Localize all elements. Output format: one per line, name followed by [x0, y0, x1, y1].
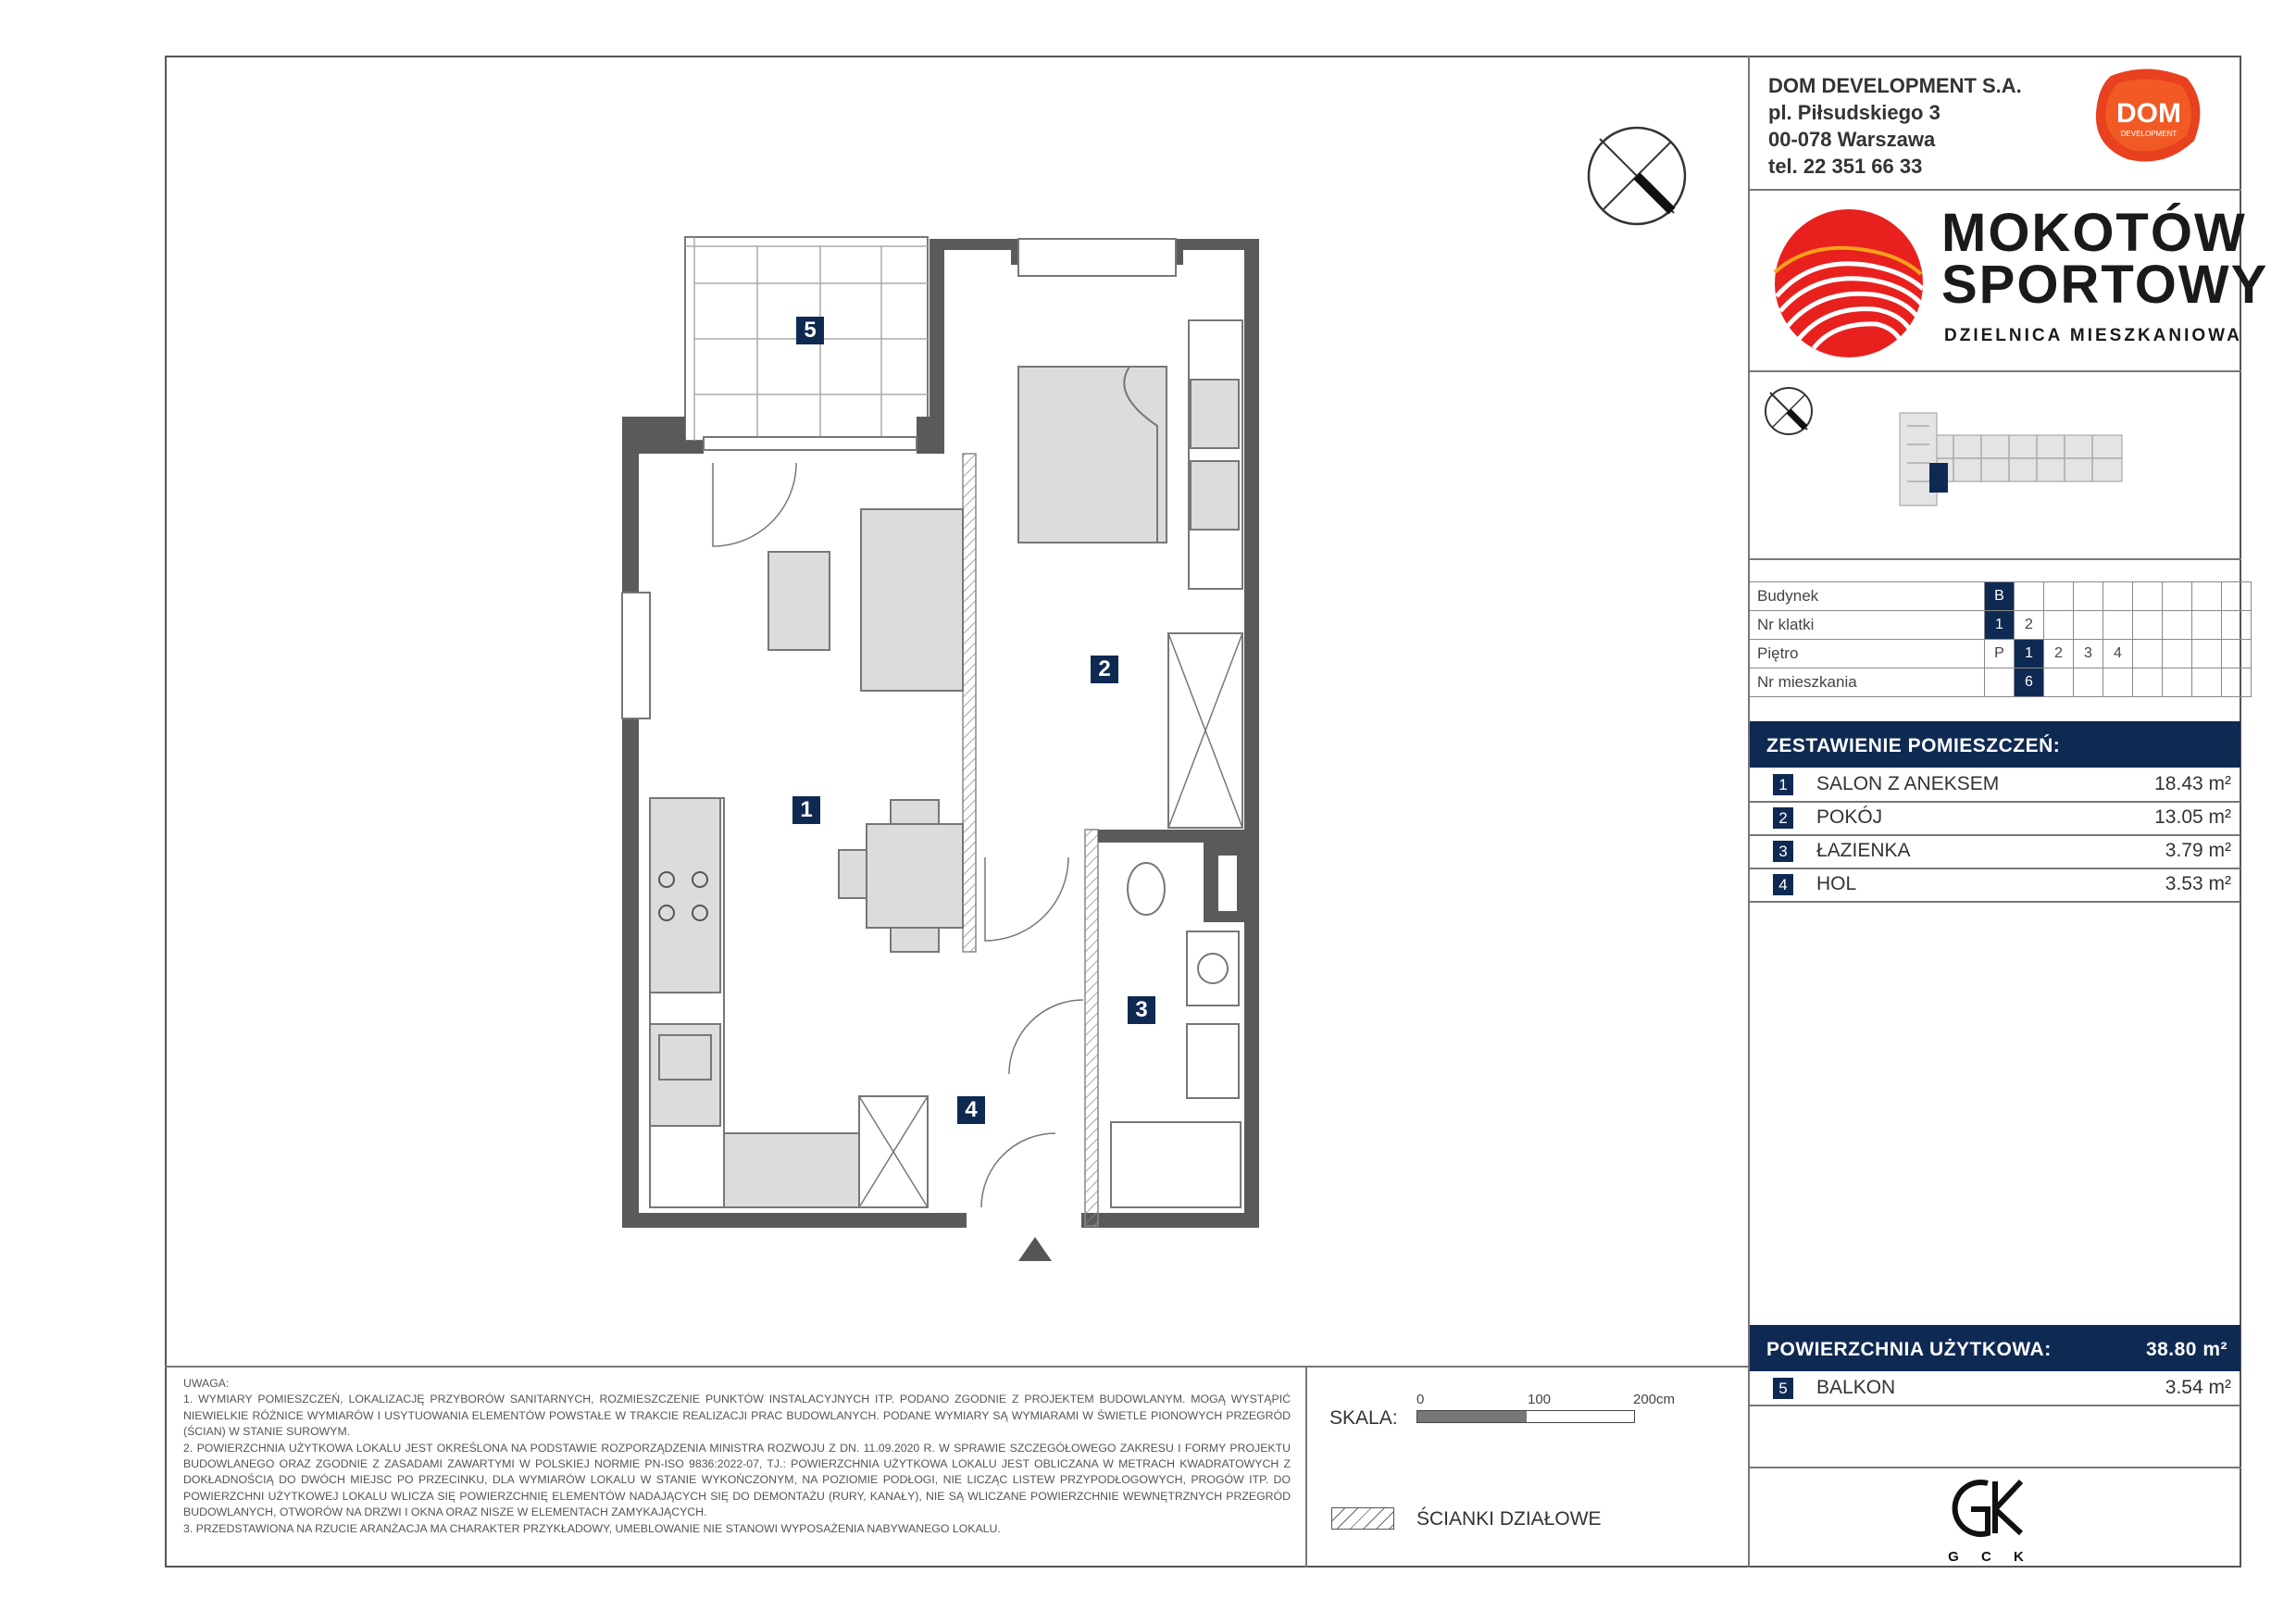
- company-city: 00-078 Warszawa: [1768, 128, 1936, 151]
- apartment-floor-plan: [611, 231, 1278, 1268]
- location-cell: 3: [2074, 640, 2103, 668]
- usable-area-bar: [1750, 1325, 2240, 1371]
- location-cell: [2163, 640, 2192, 668]
- location-row-label: Nr mieszkania: [1750, 668, 1985, 697]
- scale-label: SKALA:: [1329, 1407, 1398, 1429]
- room-area: 18.43 m²: [2154, 773, 2231, 794]
- location-cell: [2133, 611, 2163, 640]
- location-cell: 2: [2015, 611, 2044, 640]
- brand-subtitle: DZIELNICA MIESZKANIOWA: [1944, 326, 2242, 345]
- location-cell: 6: [2015, 668, 2044, 697]
- location-row-label: Piętro: [1750, 640, 1985, 668]
- company-street: pl. Piłsudskiego 3: [1768, 101, 1940, 124]
- location-cell: 4: [2103, 640, 2133, 668]
- location-cell: [2015, 582, 2044, 611]
- location-cell: [2192, 640, 2222, 668]
- balcony-row: [1750, 1371, 2240, 1406]
- location-cell: [2222, 611, 2252, 640]
- divider: [1748, 1467, 2241, 1468]
- brand-line1: MOKOTÓW: [1941, 203, 2247, 263]
- notes-scale-divider: [1305, 1366, 1307, 1568]
- partition-legend-label: ŚCIANKI DZIAŁOWE: [1416, 1508, 1602, 1530]
- location-cell: P: [1985, 640, 2015, 668]
- room-num: 4: [1773, 874, 1793, 895]
- location-row: [1750, 611, 2252, 640]
- location-cell: [2044, 611, 2074, 640]
- location-cell: [2192, 668, 2222, 697]
- location-cell: [2044, 668, 2074, 697]
- location-cell: [2103, 611, 2133, 640]
- scale-tick-100: 100: [1528, 1392, 1552, 1407]
- north-arrow-icon: [1583, 122, 1691, 230]
- location-row: [1750, 640, 2252, 668]
- divider: [1748, 189, 2241, 191]
- location-cell: [2133, 582, 2163, 611]
- location-cell: [2074, 668, 2103, 697]
- rooms-header-label: ZESTAWIENIE POMIESZCZEŃ:: [1766, 735, 2061, 756]
- company-name: DOM DEVELOPMENT S.A.: [1768, 74, 2022, 97]
- location-cell: 1: [1985, 611, 2015, 640]
- room-label-2: 2: [1091, 656, 1118, 683]
- location-cell: B: [1985, 582, 2015, 611]
- gck-letters: G C K: [1948, 1549, 2033, 1565]
- location-cell: 2: [2044, 640, 2074, 668]
- divider: [1748, 558, 2241, 560]
- rooms-header: [1750, 721, 2240, 768]
- location-cell: [2163, 668, 2192, 697]
- room-name: HOL: [1816, 873, 1857, 894]
- room-label-5: 5: [796, 317, 824, 344]
- location-cell: [2133, 640, 2163, 668]
- location-row: [1750, 582, 2252, 611]
- location-row: [1750, 668, 2252, 697]
- balcony-num: 5: [1773, 1378, 1793, 1399]
- balcony-area: 3.54 m²: [2165, 1377, 2231, 1398]
- scale-tick-0: 0: [1416, 1392, 1425, 1407]
- location-cell: [2222, 582, 2252, 611]
- location-cell: [2074, 611, 2103, 640]
- mokotow-sportowy-brand: [1773, 202, 2269, 359]
- location-cell: [2103, 582, 2133, 611]
- north-arrow-small-icon: [1763, 385, 1815, 437]
- room-row: [1750, 868, 2240, 903]
- room-row: [1750, 801, 2240, 836]
- location-cell: [2222, 640, 2252, 668]
- usable-area-label: POWIERZCHNIA UŻYTKOWA:: [1766, 1339, 2052, 1360]
- location-cell: [2133, 668, 2163, 697]
- gck-logo: [1940, 1472, 2041, 1565]
- location-cell: [2222, 668, 2252, 697]
- building-key-plan: [1889, 407, 2129, 509]
- room-row: [1750, 834, 2240, 869]
- note-item: 1. WYMIARY POMIESZCZEŃ, LOKALIZACJĘ PRZYBORÓW SANITARNYCH, ROZMIESZCZENIE PUNKTÓW INSTALACYJNYCH ITP. PODANO ZGODNIE Z PROJEKTEM BUDOWLANYM. MOGĄ WYSTĄPIĆ NIEWIELKIE RÓŻNICE WYMIARÓW I USYTUOWANIA ELEMENTÓW POWSTAŁE W TRAKCIE REALIZACJI PRAC BUDOWLANYCH. PODANE WYMIARY SĄ WYMIARAMI W ŚWIETLE PIONOWYCH PRZEGRÓD (ŚCIAN) W STANIE SUROWYM.: [183, 1393, 1291, 1439]
- location-cell: [2163, 582, 2192, 611]
- room-label-4: 4: [957, 1096, 985, 1124]
- room-num: 3: [1773, 841, 1793, 862]
- note-item: 2. POWIERZCHNIA UŻYTKOWA LOKALU JEST OKREŚLONA NA PODSTAWIE ROZPORZĄDZENIA MINISTRA ROZWOJU Z DN. 11.09.2020 R. W SPRAWIE SZCZEGÓŁOWEGO ZAKRESU I FORMY PROJEKTU BUDOWLANEGO ORAZ ZGODNIE Z ZASADAMI ZAWARTYMI W POLSKIEJ NORMIE PN-ISO 9836:2022-07, TJ.: POWIERZCHNIA UŻYTKOWA LOKALU JEST OBLICZANA W METRACH KWADRATOWYCH Z DOKŁADNOŚCIĄ DO DWÓCH MIEJSC PO PRZECINKU, DLA WYMIARÓW LOKALU W STANIE WYKOŃCZONYM, NA POZIOMIE PODŁOGI, NIE LICZĄC LISTEW PRZYPODŁOGOWYCH, PROGÓW ITP. DO POWIERZCHNI UŻYTKOWEJ LOKALU WLICZA SIĘ POWIERZCHNIĘ ELEMENTÓW NADAJĄCYCH SIĘ DO DEMONTAŻU (RURY, KANAŁY), NIE SĄ WLICZANE POWIERZCHNIE WEWNĘTRZNYCH PRZEGRÓD BUDOWLANYCH, OTWORÓW NA DRZWI I OKNA ORAZ NISZE W ELEMENTACH ZAMYKAJĄCYCH.: [183, 1441, 1291, 1519]
- location-table: [1750, 581, 2252, 697]
- room-row: [1750, 768, 2240, 803]
- location-cell: [2192, 611, 2222, 640]
- room-num: 1: [1773, 774, 1793, 795]
- notes-title: UWAGA:: [183, 1377, 230, 1390]
- brand-title: [1941, 203, 2269, 315]
- room-name: ŁAZIENKA: [1816, 840, 1911, 861]
- note-item: 3. PRZEDSTAWIONA NA RZUCIE ARANŻACJA MA CHARAKTER PRZYKŁADOWY, UMEBLOWANIE NIE STANOWI WYPOSAŻENIA NABYWANEGO LOKALU.: [183, 1521, 1001, 1535]
- notes-divider: [165, 1366, 1750, 1368]
- location-cell: [2192, 582, 2222, 611]
- location-row-label: Budynek: [1750, 582, 1985, 611]
- balcony-name: BALKON: [1816, 1377, 1896, 1398]
- location-cell: [2163, 611, 2192, 640]
- location-cell: 1: [2015, 640, 2044, 668]
- location-cell: [2044, 582, 2074, 611]
- location-row-label: Nr klatki: [1750, 611, 1985, 640]
- room-label-1: 1: [792, 796, 820, 824]
- room-name: POKÓJ: [1816, 806, 1883, 828]
- scale-bar: [1416, 1410, 1635, 1423]
- location-cell: [2103, 668, 2133, 697]
- dom-development-logo: [2090, 67, 2207, 165]
- room-label-3: 3: [1128, 996, 1155, 1024]
- company-phone: tel. 22 351 66 33: [1768, 155, 1923, 178]
- location-cell: [2074, 582, 2103, 611]
- brand-line2: SPORTOWY: [1941, 255, 2269, 315]
- location-cell: [1985, 668, 2015, 697]
- room-area: 3.79 m²: [2165, 840, 2231, 861]
- room-area: 3.53 m²: [2165, 873, 2231, 894]
- dom-logo-sub: DEVELOPMENT: [2120, 130, 2177, 138]
- dom-logo-main: DOM: [2116, 98, 2181, 129]
- divider: [1748, 370, 2241, 372]
- brand-ball-icon: [1773, 207, 1926, 360]
- notes-block: [183, 1376, 1291, 1537]
- room-num: 2: [1773, 807, 1793, 829]
- partition-hatch-swatch: [1331, 1507, 1394, 1530]
- usable-area-value: 38.80 m²: [2145, 1339, 2227, 1360]
- scale-tick-200: 200cm: [1633, 1392, 1676, 1407]
- company-address: [1768, 72, 2022, 180]
- room-name: SALON Z ANEKSEM: [1816, 773, 2000, 794]
- room-area: 13.05 m²: [2154, 806, 2231, 828]
